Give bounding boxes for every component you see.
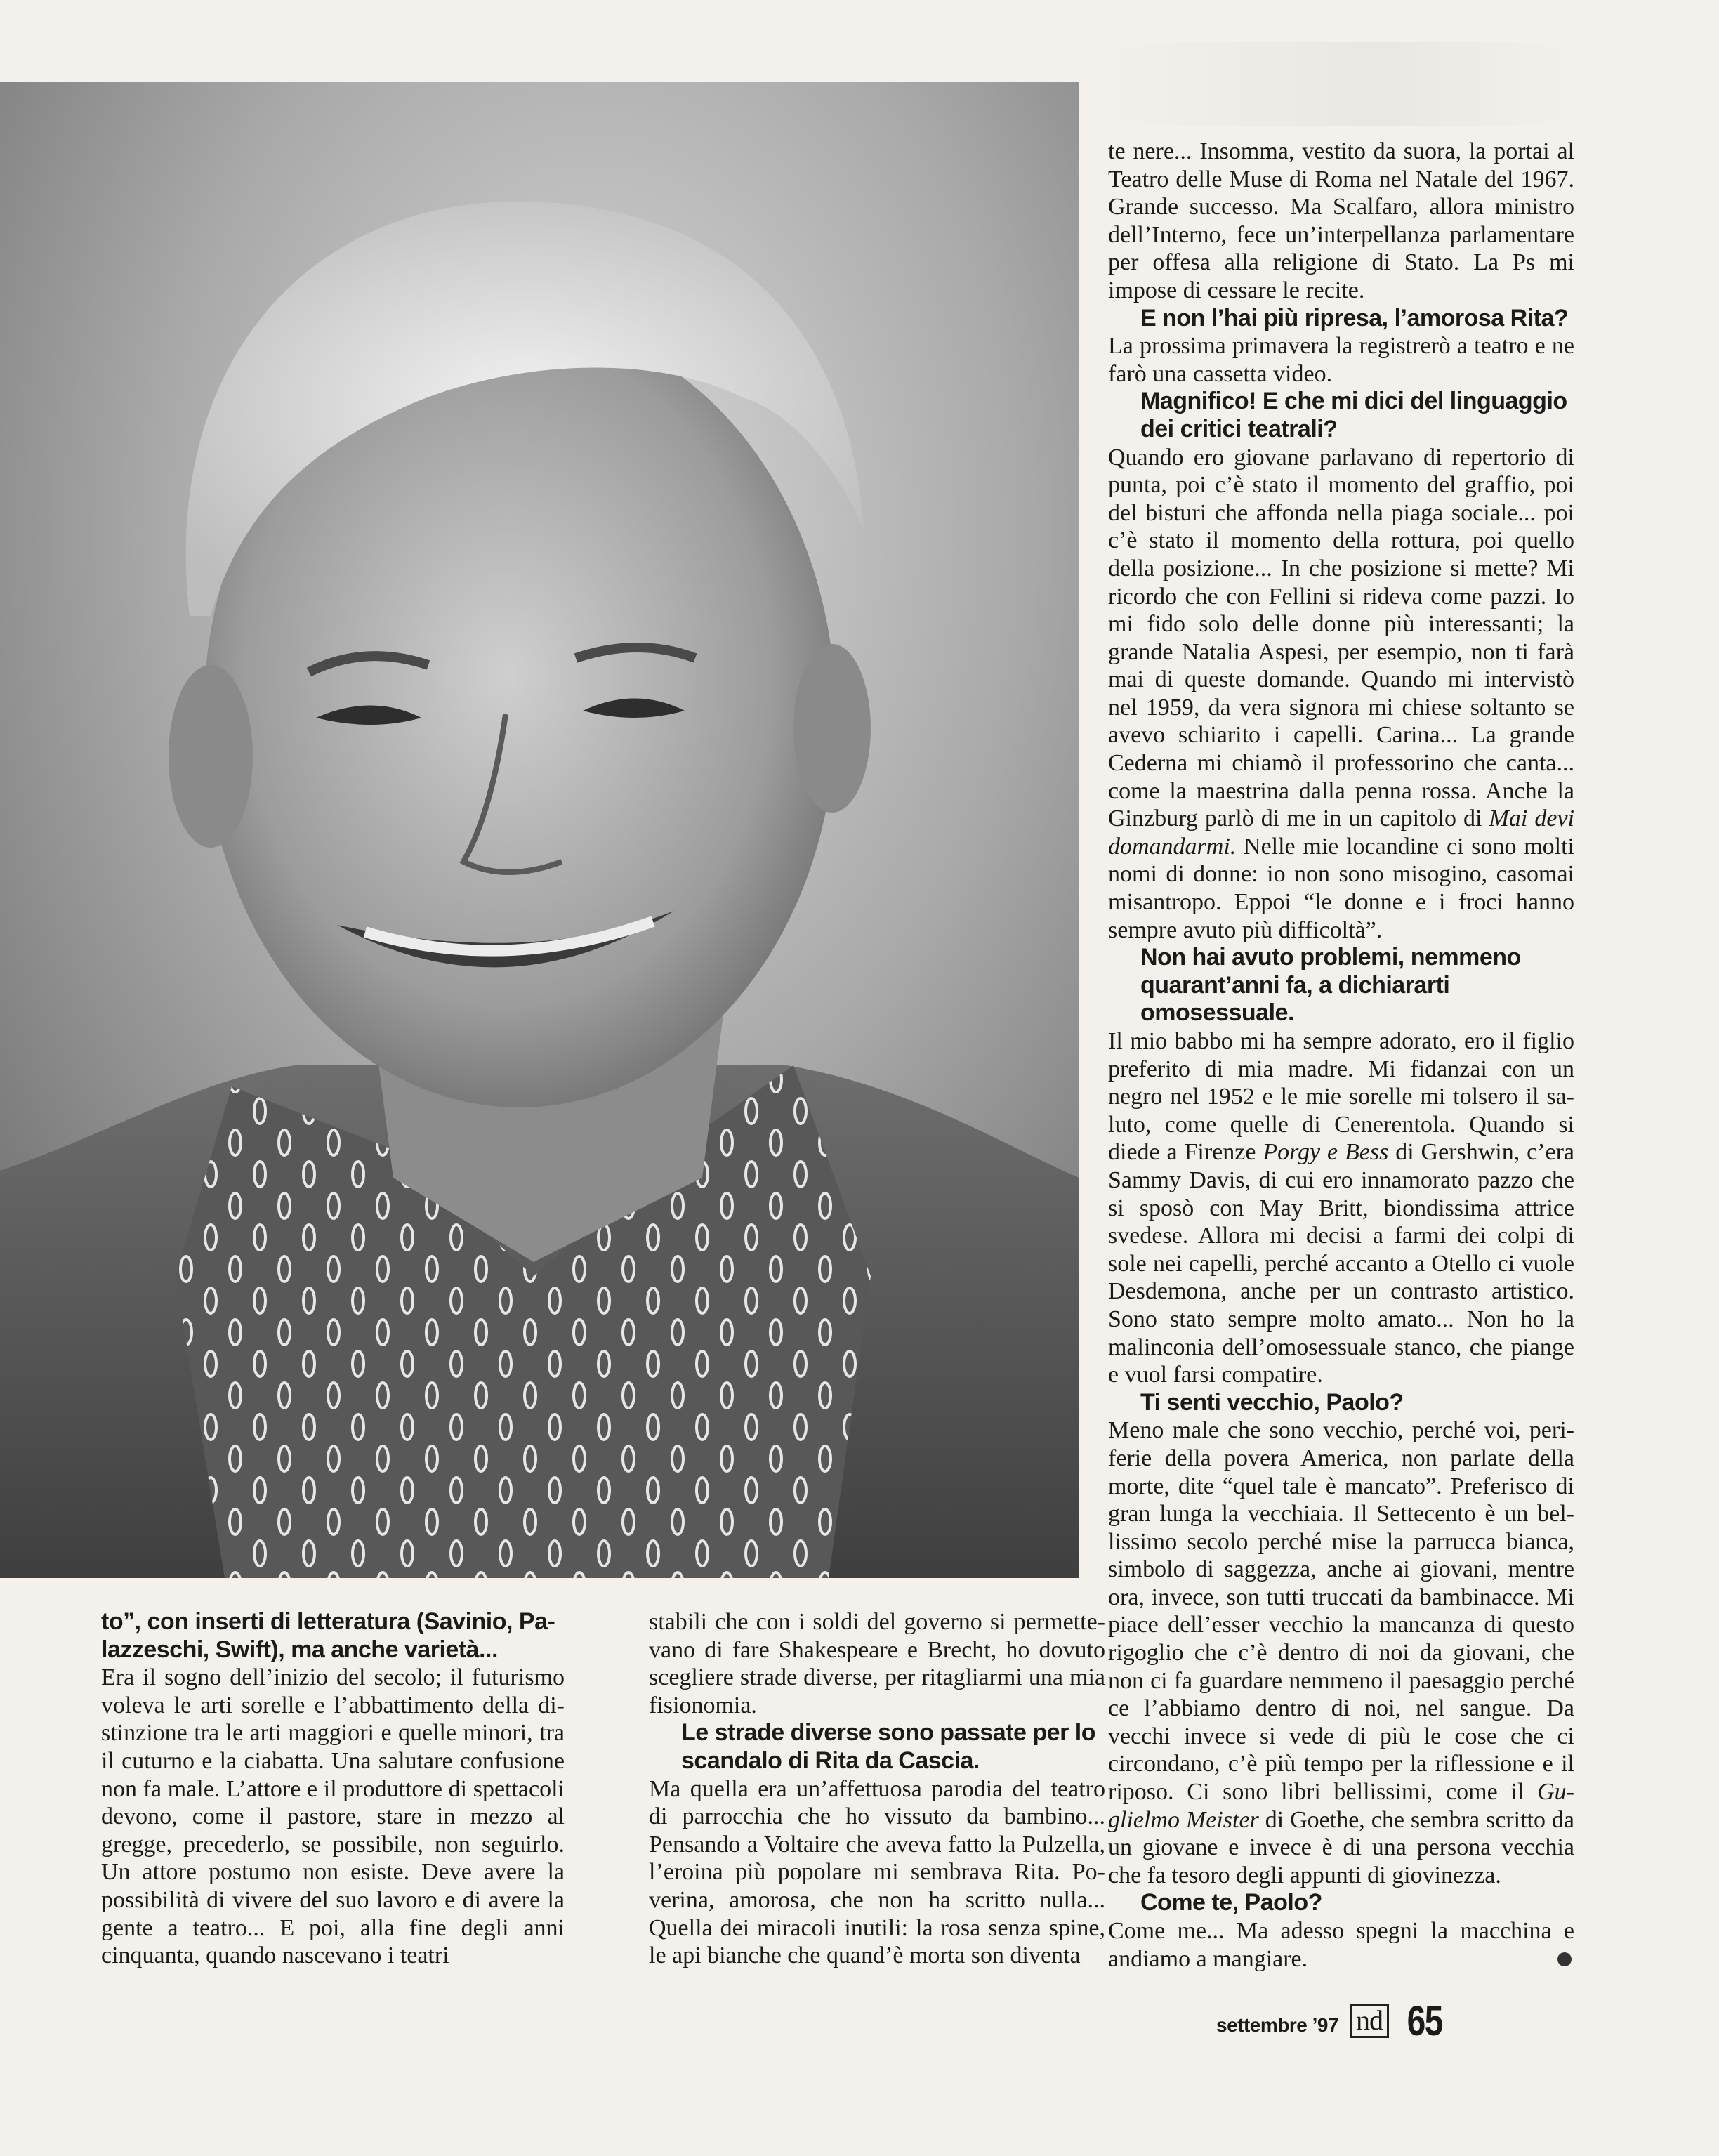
left-text-column xyxy=(101,1608,565,1970)
right-text-column xyxy=(1108,138,1574,1973)
answer-paragraph: La prossima primavera la registrerò a teatro e ne farò una cassetta video. xyxy=(1108,333,1574,387)
page-footer xyxy=(1216,1993,1453,2042)
middle-text-column xyxy=(649,1608,1105,1970)
answer-text: di Gershwin, c’era Sammy Davis, di cui ero innamorato pazzo che si sposò con May Britt, biondissima attrice svedese. Allora mi decisi a farmi dei colpi di sole nei capelli, perché accanto a Otello ci vuole Desdemona, anche per un contrasto artistico. Sono stato sempre molto amato... Non ho la malinconia dell’omosessuale stanco, che piange e vuol farsi compatire. xyxy=(1108,1139,1575,1388)
answer-paragraph: Era il sogno dell’inizio del secolo; il futurismo voleva le arti sorelle e l’abbattimento della distinzione tra le arti maggiori e quelle minori, tra il cuturno e la ciabatta. Una salutare confusione non fa male. L’attore e il produttore di spettacoli devono, come il pastore, stare in mezzo al gregge, precederlo, se possibile, non seguirlo. Un attore postumo non esiste. Deve avere la possibilità di vivere del suo lavoro e di avere la gente a teatro... E poi, alla fine degli anni cinquanta, quando nascevano i teatri xyxy=(101,1664,565,1969)
answer-paragraph xyxy=(1108,1027,1574,1389)
opera-title: Porgy e Bess xyxy=(1263,1139,1389,1166)
question-paragraph: E non l’hai più ripresa, l’amorosa Rita? xyxy=(1140,304,1569,331)
answer-paragraph: Ma quella era un’affettuosa parodia del teatro di parrocchia che ho vissuto da bambino... Pensando a Voltaire che aveva fatto la Pulzella, l’eroina più popolare mi sembrava Rita. Poverina, amorosa, che non ha scritto nulla... Quella dei miracoli inutili: la rosa senza spine, le api bianche che quand’è morta son diventa xyxy=(649,1775,1105,1969)
book-title: Mai devi domandarmi. xyxy=(1108,806,1574,860)
question-paragraph: Non hai avuto problemi, nemmeno quarant’anni fa, a dichiararti omosessuale. xyxy=(1140,944,1521,1027)
page-number: 65 xyxy=(1407,1997,1442,2044)
question-paragraph: Come te, Paolo? xyxy=(1140,1889,1322,1917)
magazine-logo: nd xyxy=(1350,2004,1389,2038)
issue-date: settembre ’97 xyxy=(1216,2014,1339,2036)
answer-text: di Goethe, che sembra scritto da un giovane e invece è di una persona vecchia che fa tesoro degli appunti di giovinezza. xyxy=(1108,1806,1575,1888)
portrait-photo xyxy=(0,82,1079,1578)
book-title: Guglielmo Meister xyxy=(1108,1779,1574,1833)
end-of-article-bullet-icon xyxy=(1557,1952,1572,1966)
answer-text: Meno male che sono vecchio, perché voi, periferie della povera America, non parlate della morte, dite “quel tale è mancato”. Preferisco di gran lunga la vecchiaia. Il Settecento è un bellissimo secolo perché mise la parrucca bianca, simbolo di saggezza, anche ai giovani, mentre ora, invece, son tutti truccati da bambinacce. Mi piace dell’esser vecchio la mancanza di questo rigoglio che c’è dentro di noi da giovani, che non ci fa guardare nemmeno il paesaggio perché ce l’abbiamo dentro di noi, nel sangue. Da vecchi invece si vede di più le cose che ci circondano, c’è più tempo per la riflessione e il riposo. Ci sono libri bellissimi, come il xyxy=(1108,1417,1574,1806)
question-paragraph: Magnifico! E che mi dici del linguaggio dei critici teatrali? xyxy=(1140,388,1567,442)
answer-paragraph xyxy=(1108,1917,1574,1973)
answer-text: Il mio babbo mi ha sempre adorato, ero il figlio preferito di mia madre. Mi fidanzai con un negro nel 1952 e le mie sorelle mi tolsero il saluto, come quelle di Cenerentola. Quando si diede a Firenze xyxy=(1108,1028,1574,1166)
ghost-letter-decoration xyxy=(1095,42,1573,126)
answer-paragraph xyxy=(1108,444,1574,945)
answer-text: Nelle mie locandine ci sono molti nomi di donne: io non sono misogino, casomai misantropo. Eppoi “le donne e i froci hanno sempre avuto più difficoltà”. xyxy=(1108,833,1574,943)
answer-paragraph xyxy=(1108,1416,1574,1889)
portrait-photo-icon xyxy=(0,82,1079,1578)
answer-paragraph: stabili che con i soldi del governo si permettevano di fare Shakespeare e Brecht, ho dovuto scegliere strade diverse, per ritagliarmi una mia fisionomia. xyxy=(649,1609,1105,1718)
answer-paragraph: te nere... Insomma, vestito da suora, la portai al Teatro delle Muse di Roma nel Natale del 1967. Grande successo. Ma Scalfaro, allora ministro dell’Interno, fece un’interpellanza parlamentare per offesa alla religione di Stato. La Ps mi impose di cessare le recite. xyxy=(1108,138,1574,303)
answer-text: Quando ero giovane parlavano di repertorio di punta, poi c’è stato il momento del graffio, poi del bisturi che affonda nella piaga sociale... poi c’è stato il momento della rottura, poi quello della posizione... In che posizione si mette? Mi ricordo che con Fellini si rideva come pazzi. Io mi fido solo delle donne più interessanti; la grande Natalia Aspesi, per esempio, non ti farà mai di queste domande. Quando mi intervistò nel 1959, da vera signora mi chiese soltanto se avevo schiarito i capelli. Carina... La grande Cederna mi chiamò il professorino che canta... come la maestrina dalla penna rossa. Anche la Ginzburg parlò di me in un capitolo di xyxy=(1108,444,1574,832)
question-paragraph: Le strade diverse sono passate per lo scandalo di Rita da Cascia. xyxy=(681,1719,1095,1774)
question-paragraph: Ti senti vecchio, Paolo? xyxy=(1140,1388,1404,1416)
question-paragraph: to”, con inserti di letteratura (Savinio, Palazzeschi, Swift), ma anche varietà... xyxy=(101,1608,555,1663)
answer-text: Come me... Ma adesso spegni la macchina e andiamo a mangiare. xyxy=(1108,1918,1574,1972)
